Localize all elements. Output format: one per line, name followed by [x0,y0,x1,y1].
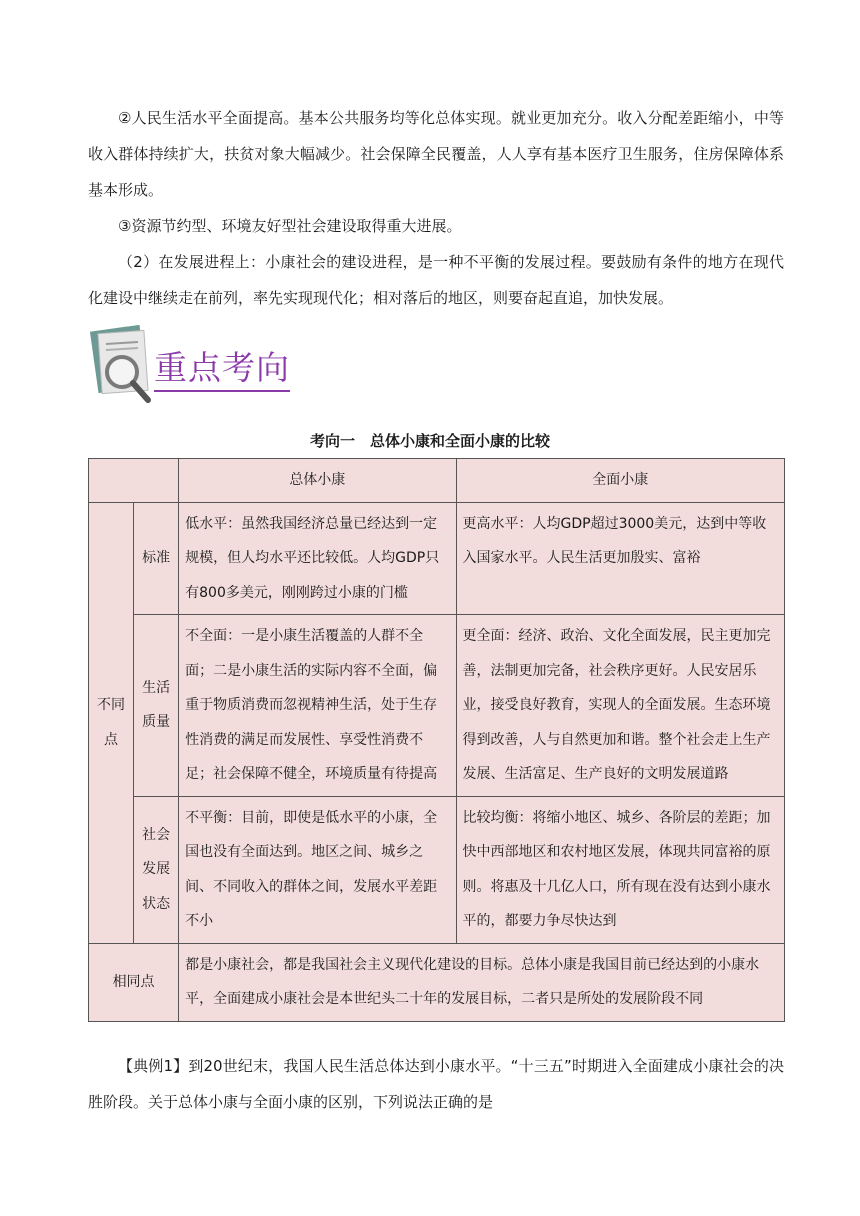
row-label: 生活质量 [134,615,179,797]
table-row [89,502,785,615]
section-title: 重点考向 [154,348,290,392]
cell-overall: 不全面：一是小康生活覆盖的人群不全面；二是小康生活的实际内容不全面，偏重于物质消费而忽视精神生活，处于生存性消费的满足而发展性、享受性消费不足；社会保障不健全，环境质量有待提高 [179,615,456,797]
comparison-table [88,458,785,1022]
paragraph-living-standard: ②人民生活水平全面提高。基本公共服务均等化总体实现。就业更加充分。收入分配差距缩小，中等收入群体持续扩大，扶贫对象大幅减少。社会保障全民覆盖，人人享有基本医疗卫生服务，住房保障体系基本形成。 [88,109,784,199]
table-row [89,796,785,943]
cell-comprehensive: 更高水平：人均GDP超过3000美元，达到中等收入国家水平。人民生活更加殷实、富裕 [456,502,784,615]
cell-overall: 不平衡：目前，即使是低水平的小康，全国也没有全面达到。地区之间、城乡之间、不同收入的群体之间，发展水平差距不小 [179,796,456,943]
table-header-row [89,459,785,503]
cell-comprehensive: 更全面：经济、政治、文化全面发展，民主更加完善，法制更加完备，社会秩序更好。人民安居乐业，接受良好教育，实现人的全面发展。生态环境得到改善，人与自然更加和谐。整个社会走上生产发展、生活富足、生产良好的文明发展道路 [456,615,784,797]
header-overall: 总体小康 [179,459,456,503]
header-empty-cell [89,459,179,503]
row-label: 社会发展状态 [134,796,179,943]
table-row-similarities [89,943,785,1021]
cell-overall: 低水平：虽然我国经济总量已经达到一定规模，但人均水平还比较低。人均GDP只有800多美元，刚刚跨过小康的门槛 [179,502,456,615]
table-row [89,615,785,797]
group-label-similarities: 相同点 [89,943,179,1021]
cell-similarities: 都是小康社会，都是我国社会主义现代化建设的目标。总体小康是我国目前已经达到的小康水平，全面建成小康社会是本世纪头二十年的发展目标，二者只是所处的发展阶段不同 [179,943,785,1021]
group-label-differences: 不同点 [89,502,134,943]
paragraph-development-process: （2）在发展进程上：小康社会的建设进程，是一种不平衡的发展过程。要鼓励有条件的地方在现代化建设中继续走在前列，率先实现现代化；相对落后的地区，则要奋起直追，加快发展。 [88,253,784,307]
cell-comprehensive: 比较均衡：将缩小地区、城乡、各阶层的差距；加快中西部地区和农村地区发展，体现共同富裕的原则。将惠及十几亿人口，所有现在没有达到小康水平的，都要力争尽快达到 [456,796,784,943]
row-label: 标准 [134,502,179,615]
table-caption: 考向一 总体小康和全面小康的比较 [309,432,550,450]
paragraph-resource-saving: ③资源节约型、环境友好型社会建设取得重大进展。 [118,217,462,235]
header-comprehensive: 全面小康 [456,459,784,503]
example-question: 【典例1】到20世纪末，我国人民生活总体达到小康水平。“十三五”时期进入全面建成小康社会的决胜阶段。关于总体小康与全面小康的区别，下列说法正确的是 [88,1057,784,1111]
